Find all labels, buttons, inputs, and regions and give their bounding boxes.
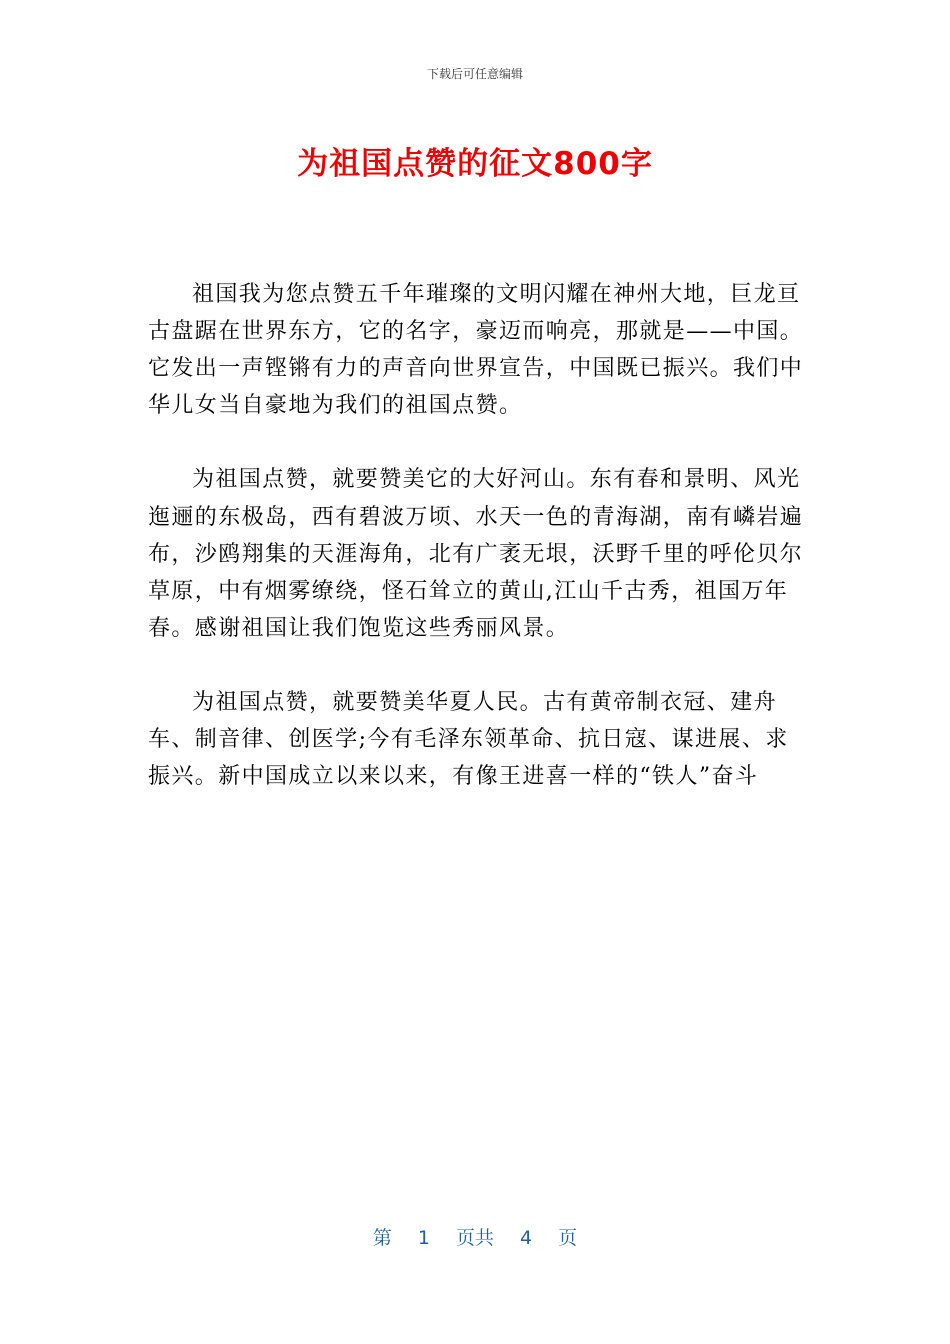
page-footer <box>0 1226 950 1250</box>
paragraph-1: 祖国我为您点赞五千年璀璨的文明闪耀在神州大地，巨龙亘古盘踞在世界东方，它的名字，豪迈而响亮，那就是——中国。它发出一声铿锵有力的声音向世界宣告，中国既已振兴。我们中华儿女当自豪地为我们的祖国点赞。 <box>148 282 804 419</box>
header-note: 下载后可任意编辑 <box>426 67 523 81</box>
footer-page-mid: 页共 <box>455 1227 494 1249</box>
paragraph-2: 为祖国点赞，就要赞美它的大好河山。东有春和景明、风光迤逦的东极岛，西有碧波万顷、水天一色的青海湖，南有嶙岩遍布，沙鸥翔集的天涯海角，北有广袤无垠，沃野千里的呼伦贝尔草原，中有烟雾缭绕，怪石耸立的黄山,江山千古秀，祖国万年春。感谢祖国让我们饱览这些秀丽风景。 <box>148 467 804 641</box>
document-title: 为祖国点赞的征文800字 <box>297 146 653 182</box>
paragraph-3: 为祖国点赞，就要赞美华夏人民。古有黄帝制衣冠、建舟车、制音律、创医学;今有毛泽东领革命、抗日寇、谋进展、求振兴。新中国成立以来以来，有像王进喜一样的“铁人”奋斗 <box>148 690 789 790</box>
footer-page-total: 4 <box>520 1227 533 1249</box>
footer-page-current: 1 <box>417 1227 430 1249</box>
footer-page-suffix: 页 <box>558 1227 578 1249</box>
footer-page-prefix: 第 <box>372 1227 392 1249</box>
document-body <box>148 276 804 832</box>
